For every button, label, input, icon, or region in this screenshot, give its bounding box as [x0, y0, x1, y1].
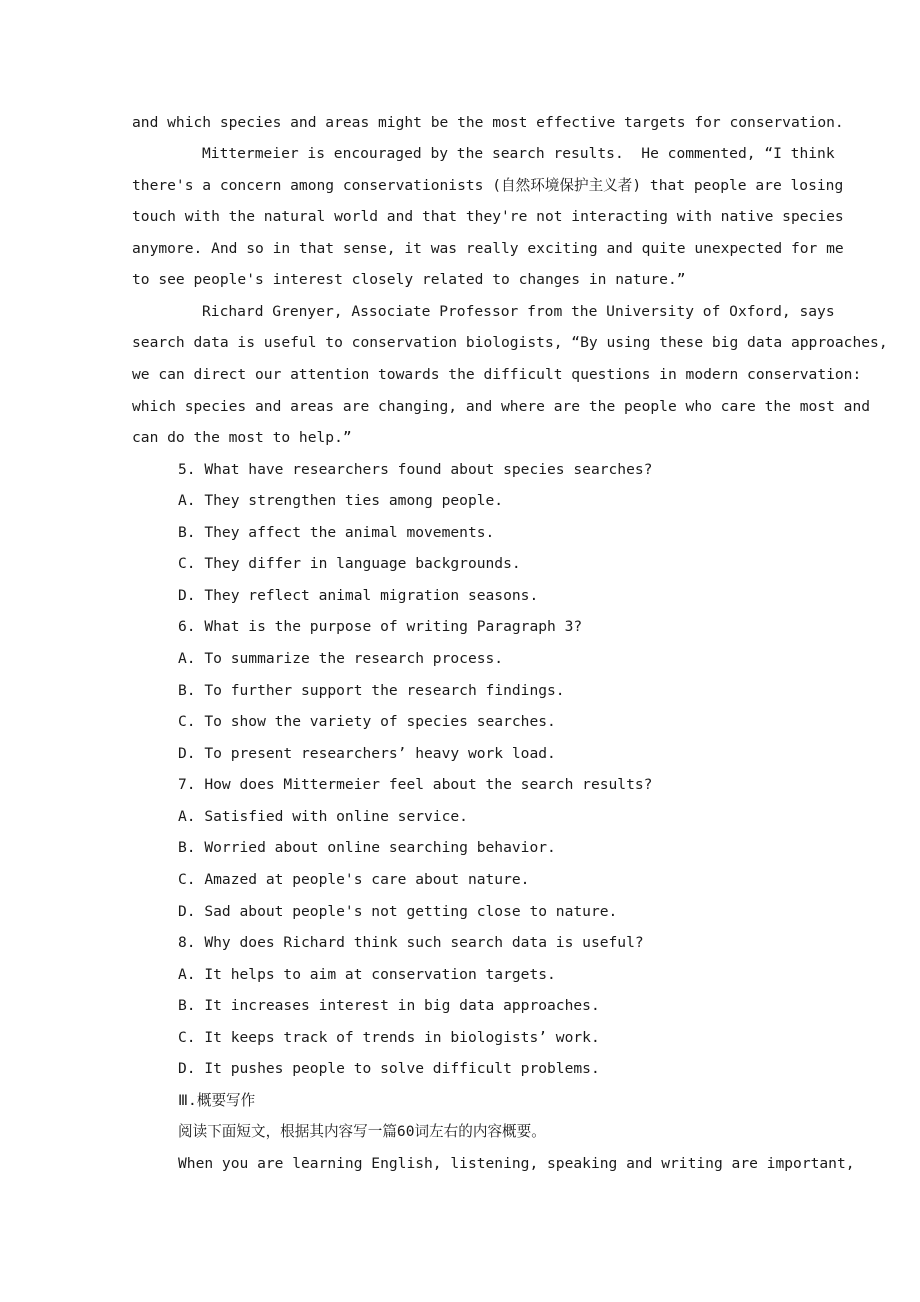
text-line: Richard Grenyer, Associate Professor from the University of Oxford, says — [202, 303, 835, 320]
text-line: there's a concern among conservationists (自然环境保护主义者) that people are losing — [132, 177, 844, 194]
question-8: 8. Why does Richard think such search data is useful? — [178, 934, 644, 951]
option-line: C. It keeps track of trends in biologists’ work. — [178, 1029, 600, 1046]
text-line: which species and areas are changing, and where are the people who care the most and — [132, 398, 871, 415]
option-line: C. They differ in language backgrounds. — [178, 555, 521, 572]
option-line: B. It increases interest in big data approaches. — [178, 997, 600, 1014]
option-line: C. Amazed at people's care about nature. — [178, 871, 530, 888]
option-line: D. They reflect animal migration seasons. — [178, 587, 539, 604]
option-line: A. They strengthen ties among people. — [178, 492, 504, 509]
text-line: Mittermeier is encouraged by the search results. He commented, “I think — [202, 145, 835, 162]
option-line: A. To summarize the research process. — [178, 650, 504, 667]
text-line: anymore. And so in that sense, it was really exciting and quite unexpected for me — [132, 240, 844, 257]
text-line: and which species and areas might be the most effective targets for conservation. — [132, 114, 844, 131]
option-line: D. It pushes people to solve difficult problems. — [178, 1060, 600, 1077]
option-line: D. Sad about people's not getting close to nature. — [178, 903, 618, 920]
text-line: we can direct our attention towards the difficult questions in modern conservation: — [132, 366, 862, 383]
option-line: B. To further support the research findings. — [178, 682, 565, 699]
option-line: A. Satisfied with online service. — [178, 808, 468, 825]
text-line: to see people's interest closely related to changes in nature.” — [132, 271, 686, 288]
section-heading: Ⅲ.概要写作 — [178, 1092, 256, 1109]
option-line: B. They affect the animal movements. — [178, 524, 495, 541]
question-5: 5. What have researchers found about species searches? — [178, 461, 653, 478]
option-line: B. Worried about online searching behavior. — [178, 839, 556, 856]
option-line: D. To present researchers’ heavy work load. — [178, 745, 556, 762]
question-6: 6. What is the purpose of writing Paragraph 3? — [178, 618, 583, 635]
text-line: can do the most to help.” — [132, 429, 352, 446]
text-line: touch with the natural world and that they're not interacting with native species — [132, 208, 844, 225]
text-line: search data is useful to conservation biologists, “By using these big data approaches, — [132, 334, 888, 351]
question-7: 7. How does Mittermeier feel about the search results? — [178, 776, 653, 793]
option-line: C. To show the variety of species searches. — [178, 713, 556, 730]
text-line: When you are learning English, listening, speaking and writing are important, — [178, 1155, 855, 1172]
option-line: A. It helps to aim at conservation targets. — [178, 966, 556, 983]
instruction-line: 阅读下面短文，根据其内容写一篇60词左右的内容概要。 — [178, 1123, 546, 1140]
